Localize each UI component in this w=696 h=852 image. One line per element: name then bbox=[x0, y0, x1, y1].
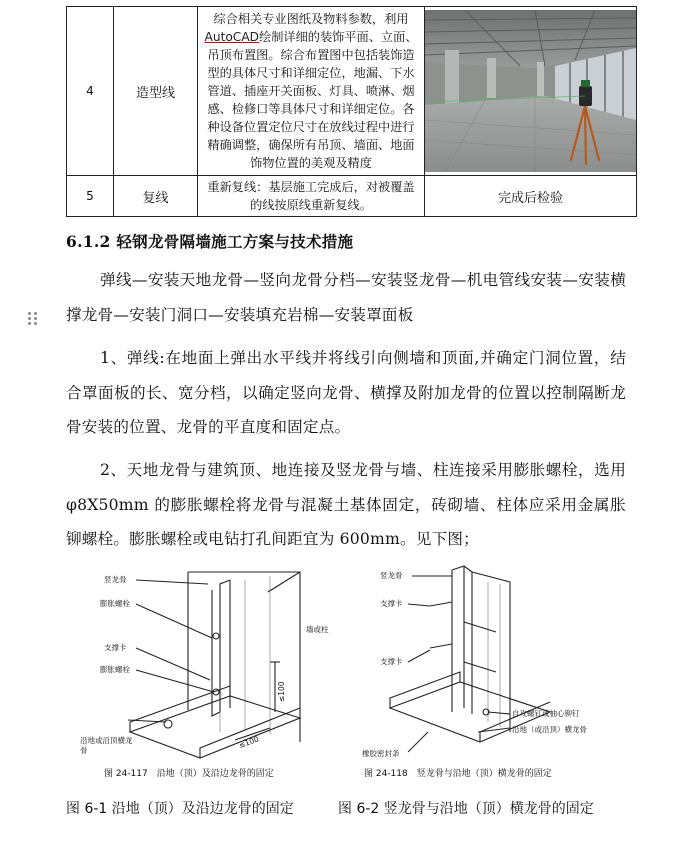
construction-table bbox=[66, 6, 637, 217]
fig2-label-seal: 橡胶密封条 bbox=[362, 749, 400, 758]
fig1-label-brace: 支撑卡 bbox=[104, 643, 127, 652]
section-title: 6.1.2 轻钢龙骨隔墙施工方案与技术措施 bbox=[66, 232, 354, 251]
fig1-label-wall: 墙或柱 bbox=[306, 625, 329, 634]
row-description: 重新复线：基层施工完成后，对被覆盖的线按原线重新复线。 bbox=[198, 176, 425, 217]
figure-2-caption: 图 6-2 竖龙骨与沿地（顶）横龙骨的固定 bbox=[338, 801, 594, 817]
fig1-dim-horizontal: ≤100 bbox=[237, 734, 261, 750]
row-number: 4 bbox=[67, 7, 114, 176]
table-row bbox=[67, 176, 637, 217]
fig1-dim-vertical: ≤100 bbox=[277, 681, 286, 702]
anchor-bolt-paragraph: 2、天地龙骨与建筑顶、地连接及竖龙骨与墙、柱连接采用膨胀螺栓，选用φ8X50mm 的膨胀螺栓将龙骨与混凝土基体固定，砖砌墙、柱体应采用金属胀铆螺栓。膨胀螺栓或电钻打孔间距宜为 600mm。见下图； bbox=[66, 461, 626, 548]
desc-text-post: 绘制详细的装饰平面、立面、吊顶布置图。综合布置图中包括装饰造型的具体尺寸和详细定位，地漏、下水管道、插座开关面板、灯具、喷淋、烟感、检修口等具体尺寸和详细定位。各种设备位置定位尺寸在放线过程中进行精确调整，确保所有吊顶、墙面、地面饰物位置的美观及精度 bbox=[207, 30, 418, 170]
figure-1-caption: 图 6-1 沿地（顶）及沿边龙骨的固定 bbox=[66, 801, 294, 817]
laser-level-photo bbox=[425, 10, 636, 172]
figure-stud-fixing bbox=[360, 562, 622, 786]
snapping-line-paragraph: 1、弹线:在地面上弹出水平线并将线引向侧墙和顶面,并确定门洞位置，结合罩面板的长、宽分档，以确定竖向龙骨、横撑及附加龙骨的位置以控制隔断龙骨安装的位置、龙骨的平直度和固定点。 bbox=[66, 349, 626, 436]
autocad-term: AutoCAD bbox=[204, 30, 260, 44]
row-remark: 完成后检验 bbox=[425, 176, 637, 217]
drag-handle-icon[interactable] bbox=[28, 312, 38, 326]
row-name: 造型线 bbox=[114, 7, 198, 176]
fig2-label-brace: 支撑卡 bbox=[380, 599, 403, 608]
fig2-label-screw: 自攻螺钉或抽心铆钉 bbox=[512, 709, 580, 718]
fig2-label-brace-2: 支撑卡 bbox=[380, 657, 403, 666]
fig1-label-bolt-2: 膨胀螺栓 bbox=[100, 665, 130, 674]
desc-text-pre: 综合相关专业图纸及物料参数，利用 bbox=[213, 12, 409, 26]
fig2-inner-caption: 图 24-118 竖龙骨与沿地（顶）横龙骨的固定 bbox=[364, 769, 552, 779]
fig1-inner-caption: 图 24-117 沿地（顶）及沿边龙骨的固定 bbox=[104, 769, 274, 779]
row-number: 5 bbox=[67, 176, 114, 217]
row-photo-cell bbox=[425, 7, 637, 176]
figure-track-fixing bbox=[70, 562, 332, 786]
fig2-label-track: 沿地（或沿顶）横龙骨 bbox=[512, 725, 587, 734]
row-description bbox=[198, 7, 425, 176]
fig1-label-track: 沿地或沿顶横龙骨 bbox=[80, 736, 133, 755]
fig2-label-stud: 竖龙骨 bbox=[380, 571, 403, 580]
fig1-label-bolt: 膨胀螺栓 bbox=[100, 599, 130, 608]
table-row bbox=[67, 7, 637, 176]
row-name: 复线 bbox=[114, 176, 198, 217]
process-flow-paragraph: 弹线—安装天地龙骨—竖向龙骨分档—安装竖龙骨—机电管线安装—安装横撑龙骨—安装门洞口—安装填充岩棉—安装罩面板 bbox=[66, 271, 626, 324]
fig1-label-stud: 竖龙骨 bbox=[104, 575, 127, 584]
